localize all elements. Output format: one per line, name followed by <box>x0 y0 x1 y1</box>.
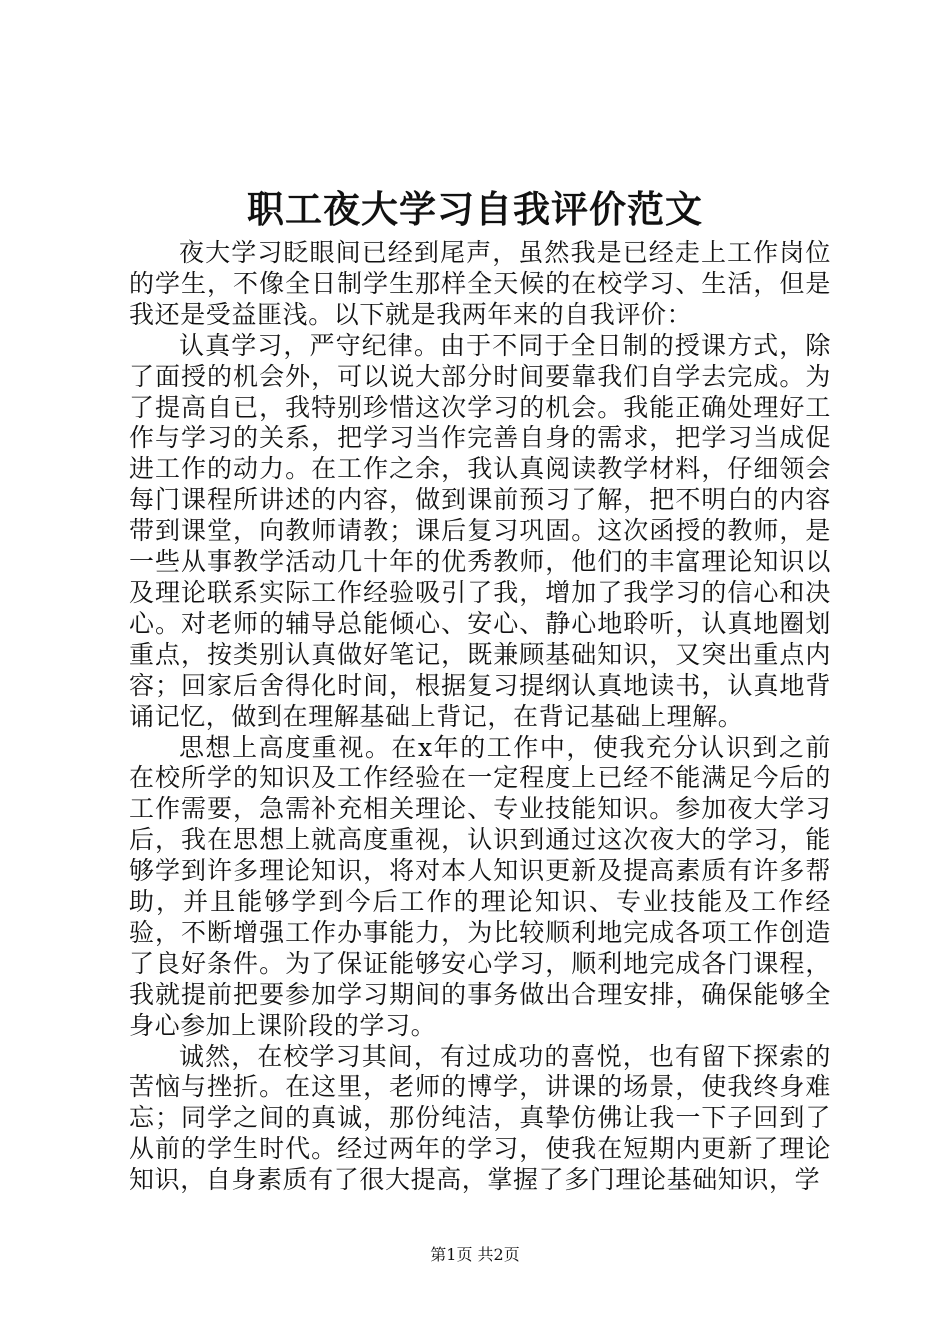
document-title: 职工夜大学习自我评价范文 <box>247 187 703 231</box>
paragraph-intro: 夜大学习眨眼间已经到尾声，虽然我是已经走上工作岗位的学生，不像全日制学生那样全天候的在校学习、生活，但是我还是受益匪浅。以下就是我两年来的自我评价： <box>129 238 831 329</box>
paragraph-reflection: 诚然，在校学习其间，有过成功的喜悦，也有留下探索的苦恼与挫折。在这里，老师的博学，讲课的场景，使我终身难忘；同学之间的真诚，那份纯洁，真挚仿佛让我一下子回到了从前的学生时代。经过两年的学习，使我在短期内更新了理论知识，自身素质有了很大提高，掌握了多门理论基础知识，学 <box>129 1041 831 1195</box>
document-body <box>129 238 831 1196</box>
paragraph-study-discipline: 认真学习，严守纪律。由于不同于全日制的授课方式，除了面授的机会外，可以说大部分时间要靠我们自学去完成。为了提高自已，我特别珍惜这次学习的机会。我能正确处理好工作与学习的关系，把学习当作完善自身的需求，把学习当成促进工作的动力。在工作之余，我认真阅读教学材料，仔细领会每门课程所讲述的内容，做到课前预习了解，把不明白的内容带到课堂，向教师请教；课后复习巩固。这次函授的教师，是一些从事教学活动几十年的优秀教师，他们的丰富理论知识以及理论联系实际工作经验吸引了我，增加了我学习的信心和决心。对老师的辅导总能倾心、安心、静心地聆听，认真地圈划重点，按类别认真做好笔记，既兼顾基础知识，又突出重点内容；回家后舍得化时间，根据复习提纲认真地读书，认真地背诵记忆，做到在理解基础上背记，在背记基础上理解。 <box>129 330 831 731</box>
paragraph-mindset: 思想上高度重视。在x年的工作中，使我充分认识到之前在校所学的知识及工作经验在一定程度上已经不能满足今后的工作需要，急需补充相关理论、专业技能知识。参加夜大学习后，我在思想上就高度重视，认识到通过这次夜大的学习，能够学到许多理论知识，将对本人知识更新及提高素质有许多帮助，并且能够学到今后工作的理论知识、专业技能及工作经验，不断增强工作办事能力，为比较顺利地完成各项工作创造了良好条件。为了保证能够安心学习，顺利地完成各门课程，我就提前把要参加学习期间的事务做出合理安排，确保能够全身心参加上课阶段的学习。 <box>129 732 831 1040</box>
page-footer: 第1页 共2页 <box>430 1245 520 1264</box>
